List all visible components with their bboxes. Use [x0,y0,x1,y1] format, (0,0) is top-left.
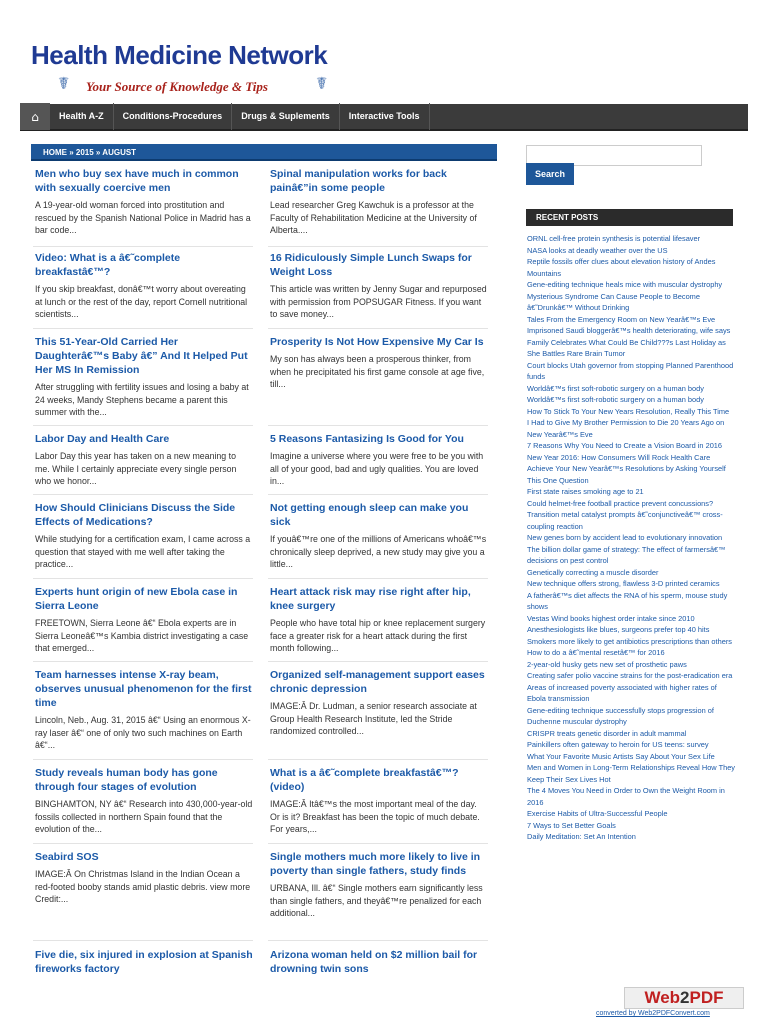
recent-post-link[interactable]: Vestas Wind books highest order intake since 2010 [527,613,695,623]
recent-post-link[interactable]: ORNL cell-free protein synthesis is potential lifesaver [527,234,701,243]
article-excerpt: While studying for a certification exam, I came across a question that stayed with me well after taking the practice... [35,534,251,569]
site-tagline: Your Source of Knowledge & Tips [86,79,268,94]
article-item [270,501,488,571]
article-excerpt: My son has always been a prosperous thinker, from when he precipitated his first game console at age five, till... [270,354,485,389]
article-divider [268,940,488,941]
article-title[interactable]: Five die, six injured in explosion at Spanish fireworks factory [35,949,253,975]
recent-post-link[interactable]: Mysterious Syndrome Can Cause People to Become â€˜Drunkâ€™ Without Drinking [527,291,700,312]
recent-post-link[interactable]: New technique offers strong, flawless 3-D printed ceramics [527,579,720,588]
recent-post-link[interactable]: Areas of increased poverty associated with higher rates of Ebola transmission [527,682,717,703]
article-divider [33,759,253,760]
recent-post-link[interactable]: NASA looks at deadly weather over the US [527,245,668,255]
recent-post-link[interactable]: Exercise Habits of Ultra-Successful People [527,809,668,818]
caduceus-icon: ☤ [316,74,328,94]
main-navigation [20,104,748,131]
recent-posts-list [527,233,737,843]
article-item [35,335,253,419]
nav-item-health-a-z[interactable]: Health A-Z [50,103,114,130]
recent-post-link[interactable]: How to do a â€˜mental resetâ€™ for 2016 [527,648,665,657]
article-divider [268,328,488,329]
article-excerpt: Lead researcher Greg Kawchuk is a professor at the Faculty of Rehabilitation Medicine at the University of Alberta.... [270,200,477,235]
article-excerpt: After struggling with fertility issues and losing a baby at 24 weeks, Mandy Stephens became a parent this summer with the... [35,382,249,417]
article-item [270,948,488,980]
article-title[interactable]: Seabird SOS [35,851,99,863]
article-item [35,432,253,488]
article-item [35,948,253,980]
article-item [270,585,488,655]
recent-post-link[interactable]: The 4 Moves You Need in Order to Own the Weight Room in 2016 [527,786,725,807]
article-title[interactable]: Heart attack risk may rise right after hip, knee surgery [270,586,471,612]
web2pdf-logo [624,987,744,1009]
recent-post-link[interactable]: How To Stick To Your New Years Resolution, Really This Time [527,406,730,416]
article-title[interactable]: Experts hunt origin of new Ebola case in Sierra Leone [35,586,238,612]
article-divider [268,578,488,579]
recent-post-link[interactable]: Family Celebrates What Could Be Child???s Last Holiday as She Battles Rare Brain Tumor [527,337,726,358]
article-excerpt: Imagine a universe where you were free to be you with all of your good, bad and ugly qualities. You are loved in... [270,451,484,486]
article-divider [268,661,488,662]
article-divider [33,843,253,844]
article-excerpt: URBANA, Ill. â€“ Single mothers earn significantly less than single fathers, and theyâ€™re penalized for each additional... [270,883,483,918]
recent-post-link[interactable]: Could helmet-free football practice prevent concussions? [527,498,714,508]
recent-post-link[interactable]: Genetically correcting a muscle disorder [527,567,659,577]
logo-text: 2 [680,988,690,1007]
article-title[interactable]: Video: What is a â€˜complete breakfastâ€™? [35,252,181,278]
recent-post-link[interactable]: Reptile fossils offer clues about elevation history of Andes Mountains [527,257,716,278]
article-excerpt: IMAGE:Â Dr. Ludman, a senior research associate at Group Health Research Institute, led the Stride randomized controlled... [270,701,477,736]
article-divider [33,246,253,247]
article-divider [268,843,488,844]
article-excerpt: This article was written by Jenny Sugar and repurposed with permission from POPSUGAR Fitness. If you want to save money... [270,284,487,319]
article-title[interactable]: Not getting enough sleep can make you sick [270,502,469,528]
article-divider [268,246,488,247]
article-item [270,251,488,321]
article-item [35,501,253,571]
article-excerpt: A 19-year-old woman forced into prostitution and rescued by the Spanish National Police in Madrid has a bar code... [35,200,251,235]
article-excerpt: IMAGE:Â Itâ€™s the most important meal of the day. Or is it? Breakfast has been the topic of much debate. For years,... [270,799,480,834]
article-item [270,432,488,488]
recent-post-link[interactable]: Achieve Your New Yearâ€™s Resolutions by Asking Yourself This One Question [527,464,726,485]
article-divider [33,328,253,329]
article-title[interactable]: 5 Reasons Fantasizing Is Good for You [270,433,464,445]
article-title[interactable]: What is a â€˜complete breakfastâ€™? (video) [270,767,459,793]
article-item [35,850,253,906]
nav-item-interactive-tools[interactable]: Interactive Tools [340,103,430,130]
article-item [270,167,488,237]
article-title[interactable]: Study reveals human body has gone through four stages of evolution [35,767,218,793]
recent-post-link[interactable]: 7 Reasons Why You Need to Create a Vision Board in 2016 [527,441,723,450]
recent-posts-header: RECENT POSTS [526,209,733,226]
recent-post-link[interactable]: Anesthesiologists like blues, surgeons prefer top 40 hits [527,625,710,634]
article-excerpt: People who have total hip or knee replacement surgery face a greater risk for a heart attack during the first month following... [270,618,486,653]
recent-post-link[interactable]: First state raises smoking age to 21 [527,487,644,496]
article-title[interactable]: Labor Day and Health Care [35,433,170,445]
article-item [270,668,488,738]
article-divider [268,494,488,495]
recent-post-link[interactable]: Transition metal catalyst prompts â€˜conjunctiveâ€™ cross-coupling reaction [527,510,723,531]
article-item [35,585,253,655]
article-divider [268,759,488,760]
nav-item-drugs-suplements[interactable]: Drugs & Suplements [232,103,340,130]
article-title[interactable]: Organized self-management support eases chronic depression [270,669,485,695]
caduceus-icon: ☤ [58,74,70,94]
logo-text: PDF [689,988,724,1007]
article-item [35,766,253,836]
article-title[interactable]: Spinal manipulation works for back painâ€”in some people [270,168,447,194]
recent-post-link[interactable]: A fatherâ€™s diet affects the RNA of his sperm, mouse study shows [527,590,728,611]
article-title[interactable]: Arizona woman held on $2 million bail for drowning twin sons [270,949,478,975]
web2pdf-link[interactable]: converted by Web2PDFConvert.com [596,1010,710,1017]
article-divider [33,940,253,941]
article-divider [33,578,253,579]
recent-post-link[interactable]: Worldâ€™s first soft-robotic surgery on a human body [527,383,704,393]
article-title[interactable]: 16 Ridiculously Simple Lunch Swaps for Weight Loss [270,252,472,278]
article-divider [33,494,253,495]
article-title[interactable]: Team harnesses intense X-ray beam, observes unusual phenomenon for the first time [35,669,252,709]
recent-post-link[interactable]: Worldâ€™s first soft-robotic surgery on a human body [527,395,704,404]
article-divider [33,425,253,426]
recent-post-link[interactable]: What Your Favorite Music Artists Say About Your Sex Life [527,751,715,761]
article-title[interactable]: Prosperity Is Not How Expensive My Car Is [270,336,484,348]
recent-post-link[interactable]: Court blocks Utah governor from stopping Planned Parenthood funds [527,360,734,381]
logo-text: Web [644,988,681,1007]
recent-post-link[interactable]: New Year 2016: How Consumers Will Rock Health Care [527,452,711,462]
article-item [35,668,253,752]
recent-post-link[interactable]: 2-year-old husky gets new set of prosthetic paws [527,659,687,669]
recent-post-link[interactable]: 7 Ways to Set Better Goals [527,820,616,830]
recent-post-link[interactable]: Men and Women in Long-Term Relationships Reveal How They Keep Their Sex Lives Hot [527,763,735,784]
article-excerpt: If youâ€™re one of the millions of Americans whoâ€™s chronically sleep deprived, a new study may give you a little... [270,534,487,569]
article-title[interactable]: Single mothers much more likely to live in poverty than single fathers, study finds [270,851,481,877]
recent-post-link[interactable]: New genes born by accident lead to evolutionary innovation [527,533,723,542]
article-item [35,167,253,237]
recent-post-link[interactable]: Creating safer polio vaccine strains for the post-eradication era [527,671,733,680]
recent-post-link[interactable]: Painkillers often gateway to heroin for US teens: survey [527,740,709,749]
recent-post-link[interactable]: Tales From the Emergency Room on New Yearâ€™s Eve [527,314,716,324]
recent-post-link[interactable]: The billion dollar game of strategy: The effect of farmersâ€™ decisions on pest control [527,544,726,565]
article-divider [33,661,253,662]
article-item [35,251,253,321]
article-divider [268,425,488,426]
recent-post-link[interactable]: CRISPR treats genetic disorder in adult mammal [527,728,687,738]
recent-post-link[interactable]: I Had to Give My Brother Permission to Die 20 Years Ago on New Yearâ€™s Eve [527,418,725,439]
article-item [270,766,488,836]
recent-post-link[interactable]: Gene-editing technique heals mice with muscular dystrophy [527,280,723,289]
breadcrumb[interactable]: HOME » 2015 » AUGUST [31,144,497,161]
article-excerpt: If you skip breakfast, donâ€™t worry about overeating at lunch or the rest of the day, report Cornell nutritional scientists... [35,284,248,319]
site-title[interactable]: Health Medicine Network [31,40,328,70]
article-item [270,850,488,920]
recent-post-link[interactable]: Gene-editing technique successfully stops progression of Duchenne muscular dystrophy [527,705,714,726]
article-excerpt: Lincoln, Neb., Aug. 31, 2015 â€“ Using an enormous X-ray laser â€“ one of only two such machines on Earth â€“... [35,715,251,750]
recent-post-link[interactable]: Daily Meditation: Set An Intention [527,832,636,841]
article-title[interactable]: This 51-Year-Old Carried Her Daughterâ€™s Baby â€” And It Helped Put Her MS In Remission [35,336,248,376]
recent-post-link[interactable]: Smokers more likely to get antibiotics prescriptions than others [527,636,732,646]
search-button[interactable]: Search [526,163,574,185]
article-item [270,335,488,391]
article-excerpt: BINGHAMTON, NY â€“ Research into 430,000-year-old fossils collected in northern Spain found that the evolution of the... [35,799,253,834]
nav-item-conditions-procedures[interactable]: Conditions-Procedures [114,103,233,130]
article-excerpt: Labor Day this year has taken on a new meaning to me. While I certainly appreciate every single person who we honor... [35,451,237,486]
article-title[interactable]: Men who buy sex have much in common with sexually coercive men [35,168,239,194]
article-excerpt: FREETOWN, Sierra Leone â€“ Ebola experts are in Sierra Leoneâ€™s Kambia district investigating a case that emerged... [35,618,249,653]
home-icon[interactable]: ⌂ [20,103,50,130]
article-excerpt: IMAGE:Â On Christmas Island in the Indian Ocean a red-footed booby stands amid plastic debris. view more Credit:... [35,869,251,904]
recent-post-link[interactable]: Imprisoned Saudi bloggerâ€™s health deteriorating, wife says [527,326,731,335]
article-title[interactable]: How Should Clinicians Discuss the Side Effects of Medications? [35,502,236,528]
